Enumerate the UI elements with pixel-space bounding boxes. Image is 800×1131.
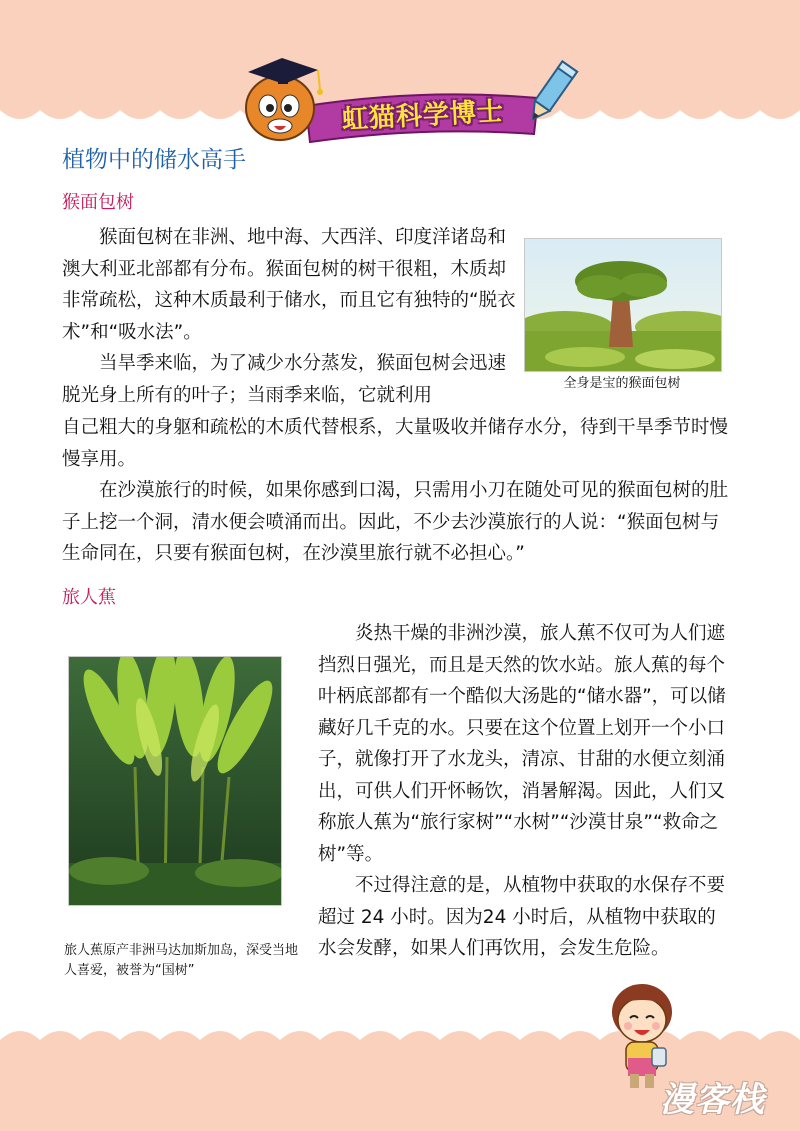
- baobab-tree-photo: [524, 238, 722, 372]
- travelers-palm-photo-caption: 旅人蕉原产非洲马达加斯加岛，深受当地人喜爱，被誉为“国树”: [64, 943, 299, 978]
- baobab-illustration: [525, 239, 721, 371]
- pencil-icon: [520, 58, 580, 128]
- paragraph: 猴面包树在非洲、地中海、大西洋、印度洋诸岛和澳大利亚北部都有分布。猴面包树的树干很粗，木质却非常疏松，这种木质最利于储水，而且它有独特的“脱衣术”和“吸水法”。: [62, 227, 516, 343]
- page-title: 植物中的储水高手: [62, 147, 246, 173]
- cat-mascot-icon: [238, 50, 328, 145]
- paragraph: 当旱季来临，为了减少水分蒸发，猴面包树会迅速脱光身上所有的叶子；当雨季来临，它就利用: [62, 353, 507, 406]
- banner-title: 虹猫科学博士: [341, 96, 505, 136]
- travelers-palm-illustration: [69, 657, 281, 905]
- paragraph: 炎热干燥的非洲沙漠，旅人蕉不仅可为人们遮挡烈日强光，而且是天然的饮水站。旅人蕉的每个叶柄底部都有一个酷似大汤匙的“储水器”，可以储藏好几千克的水。只要在这个位置上划开一个小口子，就像打开了水龙头，清凉、甘甜的水便立刻涌出，可供人们开怀畅饮，消暑解渴。因此，人们又称旅人蕉为“旅行家树”“水树”“沙漠甘泉”“救命之树”等。: [318, 623, 726, 865]
- paragraph: 自己粗大的身躯和疏松的木质代替根系，大量吸收并储存水分，待到干旱季节时慢慢享用。: [62, 417, 729, 470]
- paragraph: 在沙漠旅行的时候，如果你感到口渴，只需用小刀在随处可见的猴面包树的肚子上挖一个洞，清水便会喷涌而出。因此，不少去沙漠旅行的人说：“猴面包树与生命同在，只要有猴面包树，在沙漠里旅行就不必担心。”: [62, 480, 729, 564]
- site-watermark: 漫客栈: [660, 1080, 765, 1120]
- section1-text-block-wide: [62, 412, 732, 570]
- section1-text-block: [62, 222, 518, 411]
- baobab-photo-caption: 全身是宝的猴面包树: [563, 376, 681, 391]
- travelers-palm-photo: [68, 656, 282, 906]
- section-heading-baobab: 猴面包树: [62, 192, 134, 213]
- section2-text-block: [318, 618, 733, 965]
- section-heading-travelers-palm: 旅人蕉: [62, 587, 116, 608]
- paragraph: 不过得注意的是，从植物中获取的水保存不要超过 24 小时。因为24 小时后，从植物中获取的水会发酵，如果人们再饮用，会发生危险。: [318, 875, 726, 959]
